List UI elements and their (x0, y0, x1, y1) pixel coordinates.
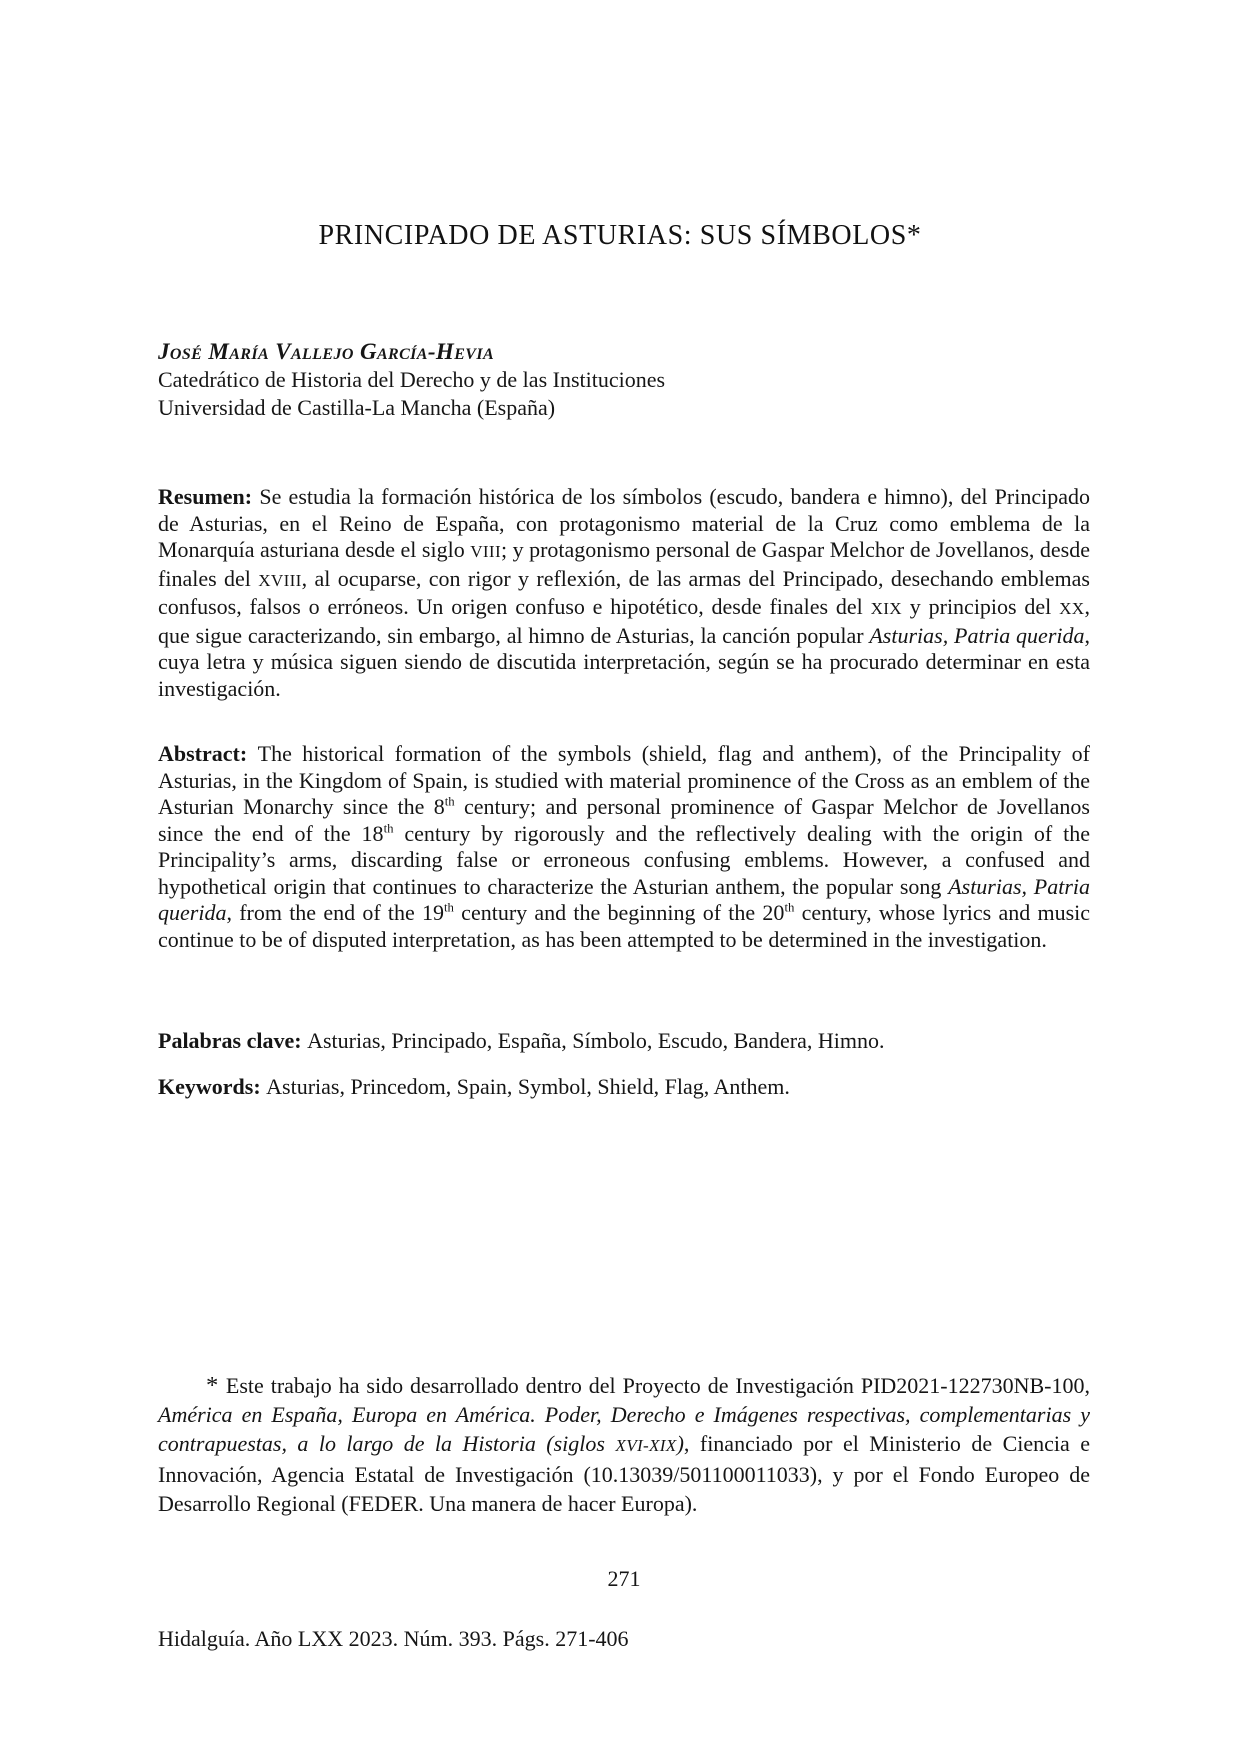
abstract-paragraph: Abstract: The historical formation of the symbols (shield, flag and anthem), of the Principality of Asturias, in the Kingdom of Spain, is studied with material prominence of the Cross as an emblem of the Asturian Monarchy since the 8th century; and personal prominence of Gaspar Melchor de Jovellanos since the end of the 18th century by rigorously and the reflectively dealing with the origin of the Principality’s arms, discarding false or erroneous confusing emblems. However, a confused and hypothetical origin that continues to characterize the Asturian anthem, the popular song Asturias, Patria querida, from the end of the 19th century and the beginning of the 20th century, whose lyrics and music continue to be of disputed interpretation, as has been attempted to be determined in the investigation. (158, 741, 1091, 952)
author-role: Catedrático de Historia del Derecho y de las Instituciones (158, 367, 666, 392)
resumen-paragraph: Resumen: Se estudia la formación histórica de los símbolos (escudo, bandera e himno), del Principado de Asturias, en el Reino de España, con protagonismo material de la Cruz como emblema de la Monarquía asturiana desde el siglo VIII; y protagonismo personal de Gaspar Melchor de Jovellanos, desde finales del XVIII, al ocuparse, con rigor y reflexión, de las armas del Principado, desechando emblemas confusos, falsos o erróneos. Un origen confuso e hipotético, desde finales del XIX y principios del XX, que sigue caracterizando, sin embargo, al himno de Asturias, la canción popular Asturias, Patria querida, cuya letra y música siguen siendo de discutida interpretación, según se ha procurado determinar en esta investigación. (158, 484, 1090, 701)
footnote-paragraph: * Este trabajo ha sido desarrollado dentro del Proyecto de Investigación PID2021-122730NB-100, América en España, Europa en América. Poder, Derecho e Imágenes respectivas, complementarias y contrapuestas, a lo largo de la Historia (siglos XVI-XIX), financiado por el Ministerio de Ciencia e Innovación, Agencia Estatal de Investigación (10.13039/501100011033), y por el Fondo Europeo de Desarrollo Regional (FEDER. Una manera de hacer Europa). (158, 1372, 1091, 1516)
article-title: PRINCIPADO DE ASTURIAS: SUS SÍMBOLOS* (318, 220, 922, 251)
journal-footer: Hidalguía. Año LXX 2023. Núm. 393. Págs. 271-406 (158, 1626, 629, 1651)
author-name: José María Vallejo García-Hevia (158, 339, 495, 364)
palabras-clave-line: Palabras clave: Asturias, Principado, España, Símbolo, Escudo, Bandera, Himno. (158, 1028, 885, 1053)
keywords-line: Keywords: Asturias, Princedom, Spain, Symbol, Shield, Flag, Anthem. (158, 1074, 790, 1099)
author-block (158, 338, 1090, 421)
author-affiliation: Universidad de Castilla-La Mancha (España) (158, 394, 556, 420)
page-number: 271 (607, 1566, 641, 1591)
